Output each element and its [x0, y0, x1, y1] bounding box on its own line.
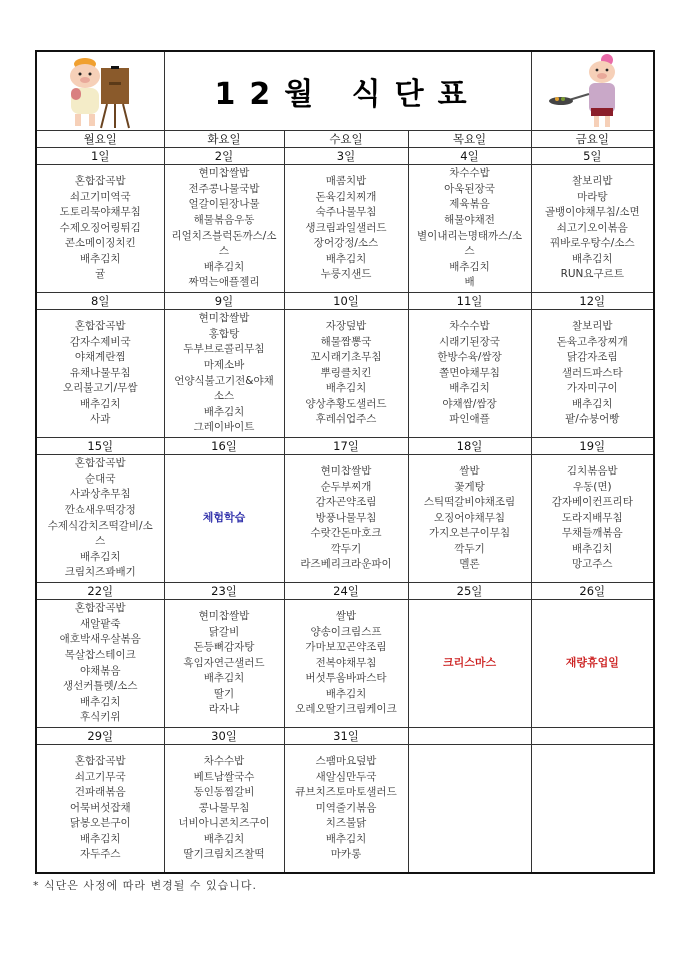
menu-item: 후레쉬업주스: [315, 413, 377, 426]
menu-item: 스: [464, 245, 475, 258]
date-cell: 12일: [531, 293, 654, 310]
menu-item: 배추김치: [325, 687, 367, 700]
menu-item: 딸기크림치즈찰떡: [183, 848, 265, 861]
menu-item: 흑임자연근샐러드: [183, 656, 265, 669]
meal-cell-empty: [408, 745, 531, 874]
menu-item: 오리불고기/무쌈: [62, 382, 138, 395]
menu-item: 큐브치즈토마토샐러드: [295, 786, 397, 799]
menu-item: 현미찹쌀밥: [198, 609, 250, 622]
meal-cell: [164, 310, 284, 438]
date-cell: 26일: [531, 583, 654, 600]
menu-item: 오징어야채무침: [434, 511, 506, 524]
menu-item: 생크림과일샐러드: [305, 221, 387, 234]
menu-item: 찰보리밥: [571, 319, 613, 332]
menu-item: 해물야채전: [444, 213, 495, 226]
menu-item: 양송이크림스프: [310, 625, 382, 638]
left-illustration-cell: [36, 51, 164, 131]
menu-item: 자장덮밥: [325, 319, 367, 332]
date-cell: 17일: [284, 438, 408, 455]
date-cell: 19일: [531, 438, 654, 455]
menu-item: 쇠고기무국: [74, 770, 126, 783]
menu-item: 라즈베리크라운파이: [300, 558, 392, 571]
menu-item: 전주콩나물국밥: [188, 182, 260, 195]
special-event-cell: [164, 455, 284, 583]
menu-item: 해물볶음우동: [193, 213, 255, 226]
date-cell: 22일: [36, 583, 164, 600]
meal-cell: [36, 745, 164, 874]
date-cell: 3일: [284, 148, 408, 165]
menu-item: 돈등뼈감자탕: [193, 641, 255, 654]
menu-item: 매콤치밥: [325, 174, 367, 187]
menu-item: 언양식불고기전&야채: [174, 374, 274, 387]
menu-item: 깍두기: [330, 542, 362, 555]
menu-item: 배추김치: [449, 260, 490, 273]
menu-sheet: [35, 50, 653, 874]
menu-item: 스틱떡갈비야채조림: [423, 496, 516, 509]
menu-item: 깍두기: [454, 542, 485, 555]
menu-item: 감자베이컨프리타: [551, 496, 633, 509]
menu-item: 전복야채무침: [315, 656, 377, 669]
meal-cell: [531, 310, 654, 438]
menu-item: 사과상추무침: [69, 488, 131, 501]
menu-item: 숙주나물무침: [315, 206, 377, 219]
menu-item: 배추김치: [203, 405, 245, 418]
cooking-pig-icon: [547, 52, 637, 130]
menu-item: 배추김치: [79, 397, 121, 410]
menu-item: 감자곤약조림: [315, 496, 377, 509]
menu-item: 제육볶음: [449, 198, 490, 211]
menu-item: 야채볶음: [79, 664, 121, 677]
menu-item: 오레오딸기크림케이크: [295, 703, 397, 716]
meal-cell: [36, 600, 164, 728]
weekday-tue: 화요일: [164, 131, 284, 148]
date-row: [36, 728, 654, 745]
menu-item: 배추김치: [203, 260, 245, 273]
menu-item: 찰보리밥: [571, 174, 613, 187]
menu-item: 혼합잡곡밥: [74, 754, 126, 767]
menu-item: 새알심만두국: [315, 770, 377, 783]
date-cell: 2일: [164, 148, 284, 165]
menu-item: 혼합잡곡밥: [74, 319, 126, 332]
menu-item: 현미찹쌀밥: [198, 312, 250, 325]
menu-item: 우동(면): [572, 480, 612, 493]
menu-item: 혼합잡곡밥: [74, 602, 126, 615]
menu-item: 어묵버섯잡채: [69, 801, 131, 814]
meal-row: [36, 165, 654, 293]
menu-item: 쌀밥: [459, 464, 480, 477]
date-cell-empty: [531, 728, 654, 745]
menu-item: 딸기: [213, 687, 235, 700]
weekday-wed: 수요일: [284, 131, 408, 148]
menu-item: 가지오븐구이무침: [428, 527, 511, 540]
menu-item: 닭감자조림: [566, 351, 618, 364]
menu-item: 뿌링클치킨: [320, 366, 372, 379]
weekday-fri: 금요일: [531, 131, 654, 148]
meal-cell: [284, 455, 408, 583]
menu-item: 크림치즈꽈배기: [64, 566, 136, 579]
meal-cell: [408, 310, 531, 438]
menu-item: 배: [464, 276, 475, 289]
menu-item: 배추김치: [203, 832, 245, 845]
date-cell: 15일: [36, 438, 164, 455]
menu-item: 쌀밥: [335, 609, 357, 622]
date-cell: 5일: [531, 148, 654, 165]
menu-item: 팥/슈붕어빵: [565, 413, 620, 426]
meal-cell: [164, 745, 284, 874]
menu-item: 장어강정/소스: [313, 237, 379, 250]
date-cell: 24일: [284, 583, 408, 600]
menu-item: 야채쌈/쌈장: [442, 397, 497, 410]
menu-item: 가마보꼬곤약조림: [305, 641, 387, 654]
menu-item: 건파래볶음: [74, 786, 126, 799]
date-cell: 16일: [164, 438, 284, 455]
weekday-thu: 목요일: [408, 131, 531, 148]
date-cell: 4일: [408, 148, 531, 165]
date-cell: 25일: [408, 583, 531, 600]
menu-item: 콘소메이징치킨: [64, 237, 136, 250]
menu-item: 무채들깨볶음: [561, 527, 623, 540]
date-cell: 1일: [36, 148, 164, 165]
footnote: * 식단은 사정에 따라 변경될 수 있습니다.: [33, 879, 257, 892]
menu-item: 차수수밥: [449, 319, 490, 332]
menu-item: 순두부찌개: [320, 480, 372, 493]
meal-cell: [408, 455, 531, 583]
menu-item: 버섯투움바파스타: [305, 672, 387, 685]
menu-item: 수제오징어링튀김: [59, 221, 141, 234]
field-trip-label: 체험학습: [202, 511, 246, 525]
weekday-mon: 월요일: [36, 131, 164, 148]
menu-item: 쇠고기미역국: [69, 190, 131, 203]
menu-item: 수랏간돈마호크: [310, 527, 382, 540]
menu-item: 별이내리는명태까스/소: [417, 229, 522, 242]
menu-item: 배추김치: [571, 397, 613, 410]
date-cell: 9일: [164, 293, 284, 310]
menu-item: 후식키위: [79, 711, 121, 724]
menu-item: 수제식감치즈떡갈비/소: [47, 519, 153, 532]
menu-item: 누룽지샌드: [320, 268, 372, 281]
date-row: [36, 438, 654, 455]
menu-item: 방풍나물무침: [315, 511, 377, 524]
page-title: 12월 식단표: [164, 51, 531, 131]
menu-item: 쫄면야채무침: [439, 366, 500, 379]
menu-item: 스: [95, 535, 106, 548]
menu-item: 마카롱: [330, 848, 362, 861]
menu-item: 배추김치: [79, 832, 121, 845]
menu-item: 차수수밥: [449, 167, 490, 180]
menu-item: 샐러드파스타: [561, 366, 623, 379]
date-cell: 29일: [36, 728, 164, 745]
menu-item: 배추김치: [571, 252, 613, 265]
menu-item: 아욱된장국: [444, 182, 495, 195]
menu-item: RUN요구르트: [560, 268, 624, 281]
menu-item: 그레이바이트: [193, 421, 255, 434]
meal-row: [36, 745, 654, 874]
menu-item: 새알팥죽: [79, 617, 121, 630]
meal-cell: [36, 455, 164, 583]
menu-item: 리얼치즈블럭돈까스/소: [171, 229, 277, 242]
menu-item: 배추김치: [79, 550, 121, 563]
title-row: [36, 51, 654, 131]
painter-pig-icon: [55, 52, 145, 130]
menu-item: 목살찹스테이크: [64, 648, 136, 661]
meal-cell: [284, 745, 408, 874]
right-illustration-cell: [531, 51, 654, 131]
menu-item: 골뱅이야채무침/소면: [544, 206, 640, 219]
date-cell: 11일: [408, 293, 531, 310]
menu-item: 마라탕: [577, 190, 608, 203]
menu-item: 배추김치: [325, 252, 367, 265]
menu-item: 배추김치: [571, 542, 613, 555]
menu-item: 도토리묵야채무침: [59, 206, 141, 219]
menu-item: 현미찹쌀밥: [198, 167, 250, 180]
menu-item: 닭봉오븐구이: [69, 817, 131, 830]
menu-item: 혼합잡곡밥: [74, 457, 126, 470]
menu-item: 쇠고기오이볶음: [556, 221, 628, 234]
meal-cell: [531, 455, 654, 583]
menu-item: 귤: [95, 268, 106, 281]
menu-item: 감자수제비국: [69, 335, 131, 348]
meal-row: [36, 455, 654, 583]
menu-item: 스: [218, 245, 230, 258]
menu-item: 배추김치: [79, 252, 121, 265]
menu-item: 꼬시래기초무침: [310, 351, 382, 364]
date-cell: 8일: [36, 293, 164, 310]
meal-cell: [36, 165, 164, 293]
date-cell: 18일: [408, 438, 531, 455]
menu-item: 스팸마요덮밥: [315, 754, 377, 767]
menu-item: 파인애플: [449, 413, 490, 426]
menu-item: 양상추황도샐러드: [305, 397, 387, 410]
meal-cell: [164, 600, 284, 728]
menu-item: 김치볶음밥: [566, 464, 618, 477]
menu-item: 베트남쌀국수: [193, 770, 255, 783]
menu-item: 얼갈이된장나물: [188, 198, 260, 211]
menu-item: 한방수육/쌈장: [437, 351, 502, 364]
menu-item: 돈육김치찌개: [315, 190, 377, 203]
special-event-cell: [531, 600, 654, 728]
meal-cell: [284, 310, 408, 438]
date-row: [36, 148, 654, 165]
menu-item: 두부브로콜리무침: [183, 343, 265, 356]
menu-item: 혼합잡곡밥: [74, 174, 126, 187]
menu-item: 닭갈비: [208, 625, 240, 638]
weekday-header-row: [36, 131, 654, 148]
special-event-cell: [408, 600, 531, 728]
date-cell: 10일: [284, 293, 408, 310]
meal-cell: [284, 600, 408, 728]
menu-item: 사과: [90, 413, 111, 426]
menu-item: 치즈불닭: [325, 817, 367, 830]
menu-item: 배추김치: [449, 382, 490, 395]
menu-item: 꽃게탕: [454, 480, 485, 493]
menu-item: 애호박새우살볶음: [59, 633, 141, 646]
menu-item: 생선커틀렛/소스: [62, 680, 138, 693]
school-holiday-label: 재량휴업일: [565, 656, 619, 670]
menu-item: 배추김치: [203, 672, 245, 685]
meal-cell: [36, 310, 164, 438]
menu-item: 꿔바로우탕수/소스: [549, 237, 635, 250]
menu-item: 돈육고추장찌개: [556, 335, 628, 348]
menu-item: 순대국: [85, 472, 116, 485]
menu-item: 배추김치: [325, 382, 367, 395]
date-cell: 30일: [164, 728, 284, 745]
menu-item: 가자미구이: [566, 382, 618, 395]
menu-item: 시래기된장국: [439, 335, 500, 348]
menu-item: 너비아니콘치즈구이: [178, 817, 270, 830]
date-cell: 31일: [284, 728, 408, 745]
christmas-label: 크리스마스: [442, 656, 497, 670]
menu-item: 미역줄기볶음: [315, 801, 377, 814]
menu-item: 자두주스: [79, 848, 121, 861]
meal-cell: [164, 165, 284, 293]
menu-item: 유채나물무침: [69, 366, 131, 379]
meal-row: [36, 600, 654, 728]
menu-item: 차수수밥: [203, 754, 245, 767]
date-cell-empty: [408, 728, 531, 745]
menu-item: 멜론: [459, 558, 480, 571]
meal-plan-table: [35, 50, 655, 874]
menu-item: 짜먹는애플젤리: [188, 276, 260, 289]
menu-item: 현미찹쌀밥: [320, 464, 372, 477]
menu-item: 배추김치: [79, 695, 121, 708]
menu-item: 배추김치: [325, 832, 367, 845]
meal-cell: [408, 165, 531, 293]
meal-cell-empty: [531, 745, 654, 874]
menu-item: 소스: [213, 390, 235, 403]
menu-item: 라자냐: [208, 703, 240, 716]
meal-cell: [284, 165, 408, 293]
menu-item: 망고주스: [571, 558, 613, 571]
meal-row: [36, 310, 654, 438]
menu-item: 동인동찜갈비: [193, 786, 255, 799]
menu-item: 도라지배무침: [561, 511, 623, 524]
meal-cell: [531, 165, 654, 293]
menu-item: 홍합탕: [208, 327, 240, 340]
menu-item: 콩나물무침: [198, 801, 250, 814]
date-row: [36, 293, 654, 310]
menu-item: 깐쇼새우떡강정: [64, 503, 136, 516]
date-cell: 23일: [164, 583, 284, 600]
menu-item: 야채계란찜: [74, 351, 126, 364]
date-row: [36, 583, 654, 600]
menu-item: 마제소바: [203, 358, 245, 371]
menu-item: 해물짬뽕국: [320, 335, 372, 348]
